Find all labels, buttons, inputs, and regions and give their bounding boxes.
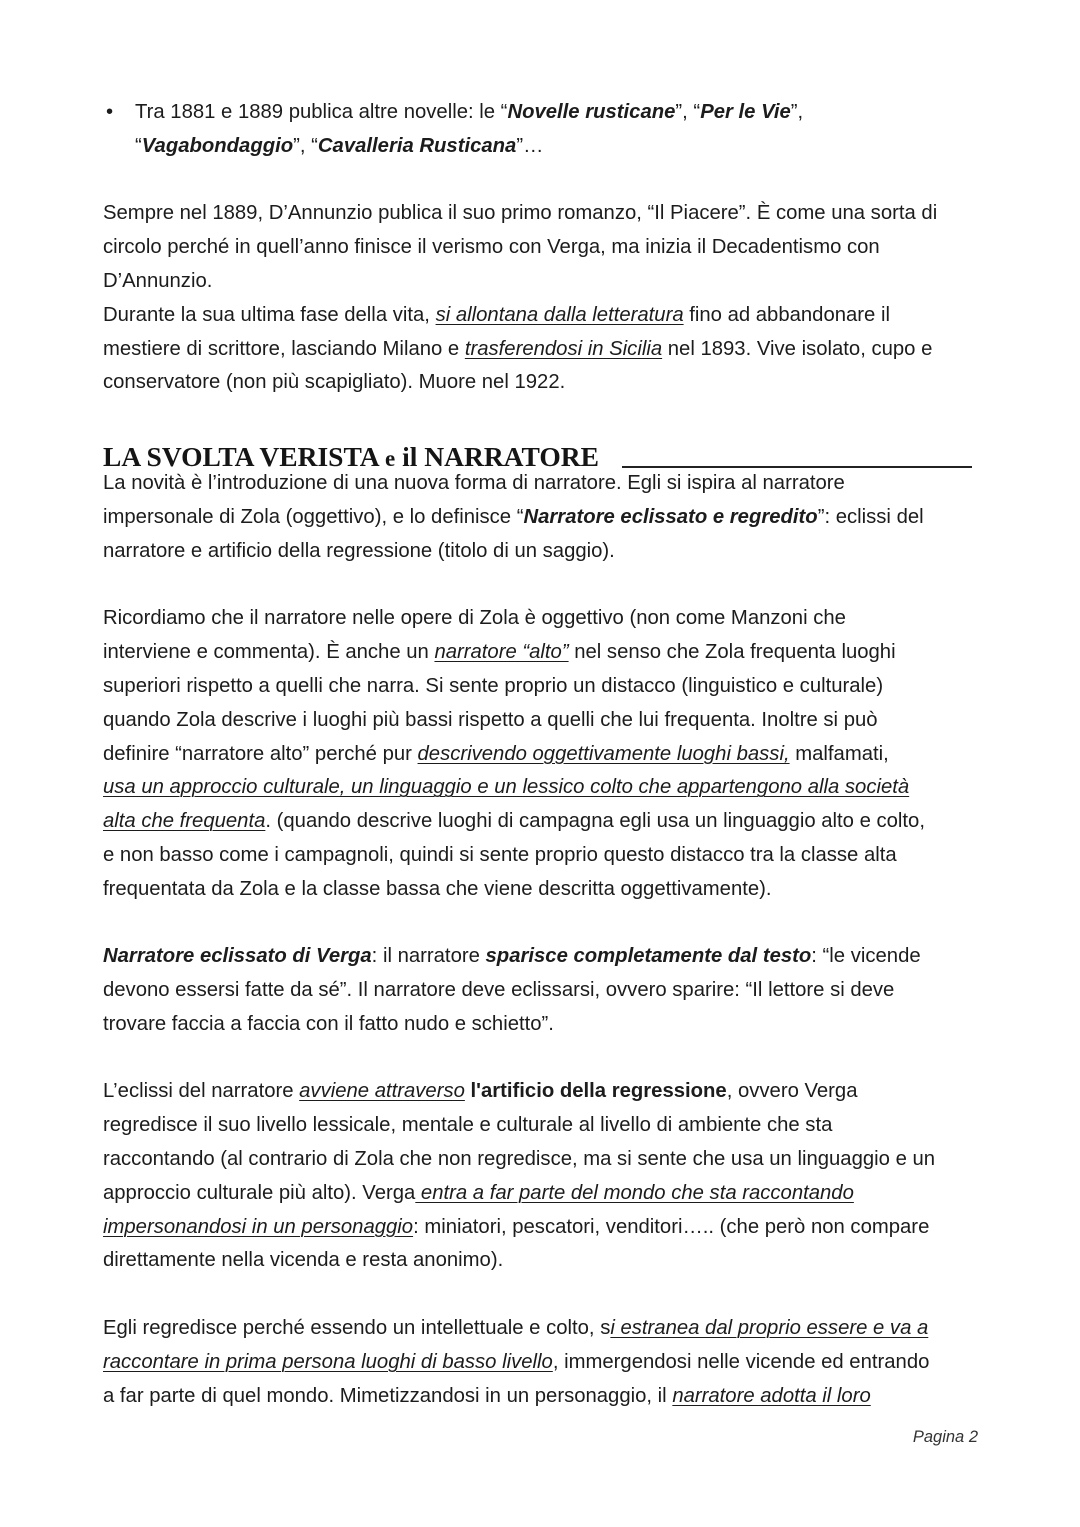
work-title: Cavalleria Rusticana [317, 134, 517, 157]
bold-term: Narratore eclissato e regredito [523, 505, 818, 528]
paragraph-verga-narrator: Narratore eclissato di Verga: il narratore sparisce completamente dal testo: “le vicende devono essersi fatte da sé”. Il narratore deve eclissarsi, ovvero sparire: “Il lettore si deve trovare faccia a faccia con il fatto nudo e schietto”. [103, 945, 921, 1035]
paragraph-regression: L’eclissi del narratore avviene attraverso l'artificio della regressione, ovvero Verga regredisce il suo livello lessicale, mentale e culturale al livello di ambiente che sta raccontando (al contrario di Zola che non regredisce, ma si sente che usa un linguaggio e un approccio culturale più alto). Verga entra a far parte del mondo che sta raccontando impersonandosi in un personaggio: miniatori, pescatori, venditori….. (che però non compare direttamente nella vicenda e resta anonimo). [103, 1080, 936, 1272]
underlined-phrase: descrivendo oggettivamente luoghi bassi, [417, 742, 790, 765]
underlined-phrase: usa un approccio culturale, un linguaggio e un lessico colto che appartengono alla società [103, 776, 910, 799]
bold-term: Narratore eclissato di Verga [103, 945, 372, 967]
bullet-line-1: Tra 1881 e 1889 publica altre novelle: le “Novelle rusticane”, “Per le Vie”, [135, 101, 804, 123]
bold-term: l'artificio della regressione [470, 1080, 727, 1102]
underlined-phrase: si allontana dalla letteratura [435, 303, 684, 326]
bullet-text [135, 96, 803, 164]
paragraph-zola-narrator: Ricordiamo che il narratore nelle opere di Zola è oggettivo (non come Manzoni che interviene e commenta). È anche un narratore “alto” nel senso che Zola frequenta luoghi superiori rispetto a quelli che narra. Si sente proprio un distacco (linguistico e culturale) quando Zola descrive i luoghi più bassi rispetto a quelli che lui frequenta. Inoltre si può definire “narratore alto” perché pur descrivendo oggettivamente luoghi bassi, malfamati, usa un approccio culturale, un linguaggio e un lessico colto che appartengono alla società alta che frequenta. (quando descrive luoghi di campagna egli usa un linguaggio alto e colto, e non basso come i campagnoli, quindi si sente proprio questo distacco tra la classe alta frequentata da Zola e la classe bassa che viene descritta oggettivamente). [103, 607, 925, 901]
underlined-phrase: narratore “alto” [434, 640, 569, 663]
underlined-phrase: i estranea dal proprio essere e va a [610, 1317, 929, 1339]
paragraph-new-narrator: La novità è l’introduzione di una nuova forma di narratore. Egli si ispira al narratore impersonale di Zola (oggettivo), e lo definisce “Narratore eclissato e regredito”: eclissi del narratore e artificio della regressione (titolo di un saggio). [103, 472, 924, 562]
bullet-line-2: “Vagabondaggio”, “Cavalleria Rusticana”… [135, 134, 544, 157]
work-title: Vagabondaggio [141, 134, 294, 157]
bold-term: sparisce completamente dal testo [485, 945, 812, 967]
underlined-phrase: trasferendosi in Sicilia [464, 337, 663, 360]
underlined-phrase: raccontare in prima persona luoghi di basso livello [103, 1350, 553, 1373]
page-number: Pagina 2 [912, 1428, 978, 1446]
work-title: Novelle rusticane [507, 101, 676, 123]
paragraph-regresses: Egli regredisce perché essendo un intellettuale e colto, si estranea dal proprio essere e va a raccontare in prima persona luoghi di basso livello, immergendosi nelle vicende ed entrando a far parte di quel mondo. Mimetizzandosi in un personaggio, il narratore adotta il loro [103, 1317, 930, 1407]
underlined-phrase: avviene attraverso [299, 1080, 465, 1102]
underlined-phrase: narratore adotta il loro [672, 1384, 871, 1407]
paragraph-dannunzio: Sempre nel 1889, D’Annunzio publica il suo primo romanzo, “Il Piacere”. È come una sorta di circolo perché in quell’anno finisce il verismo con Verga, ma inizia il Decadentismo con D’Annunzio. Durante la sua ultima fase della vita, si allontana dalla letteratura fino ad abbandonare il mestiere di scrittore, lasciando Milano e trasferendosi in Sicilia nel 1893. Vive isolato, cupo e conservatore (non più scapigliato). Muore nel 1922. [103, 202, 938, 394]
work-title: Per le Vie [700, 101, 791, 123]
bullet-icon: • [106, 101, 114, 123]
underlined-phrase: impersonandosi in un personaggio [103, 1215, 414, 1238]
underlined-phrase: entra a far parte del mondo che sta raccontando [415, 1181, 854, 1204]
section-heading: LA SVOLTA VERISTA e il NARRATORE [103, 441, 599, 472]
underlined-phrase: alta che frequenta [103, 810, 266, 833]
